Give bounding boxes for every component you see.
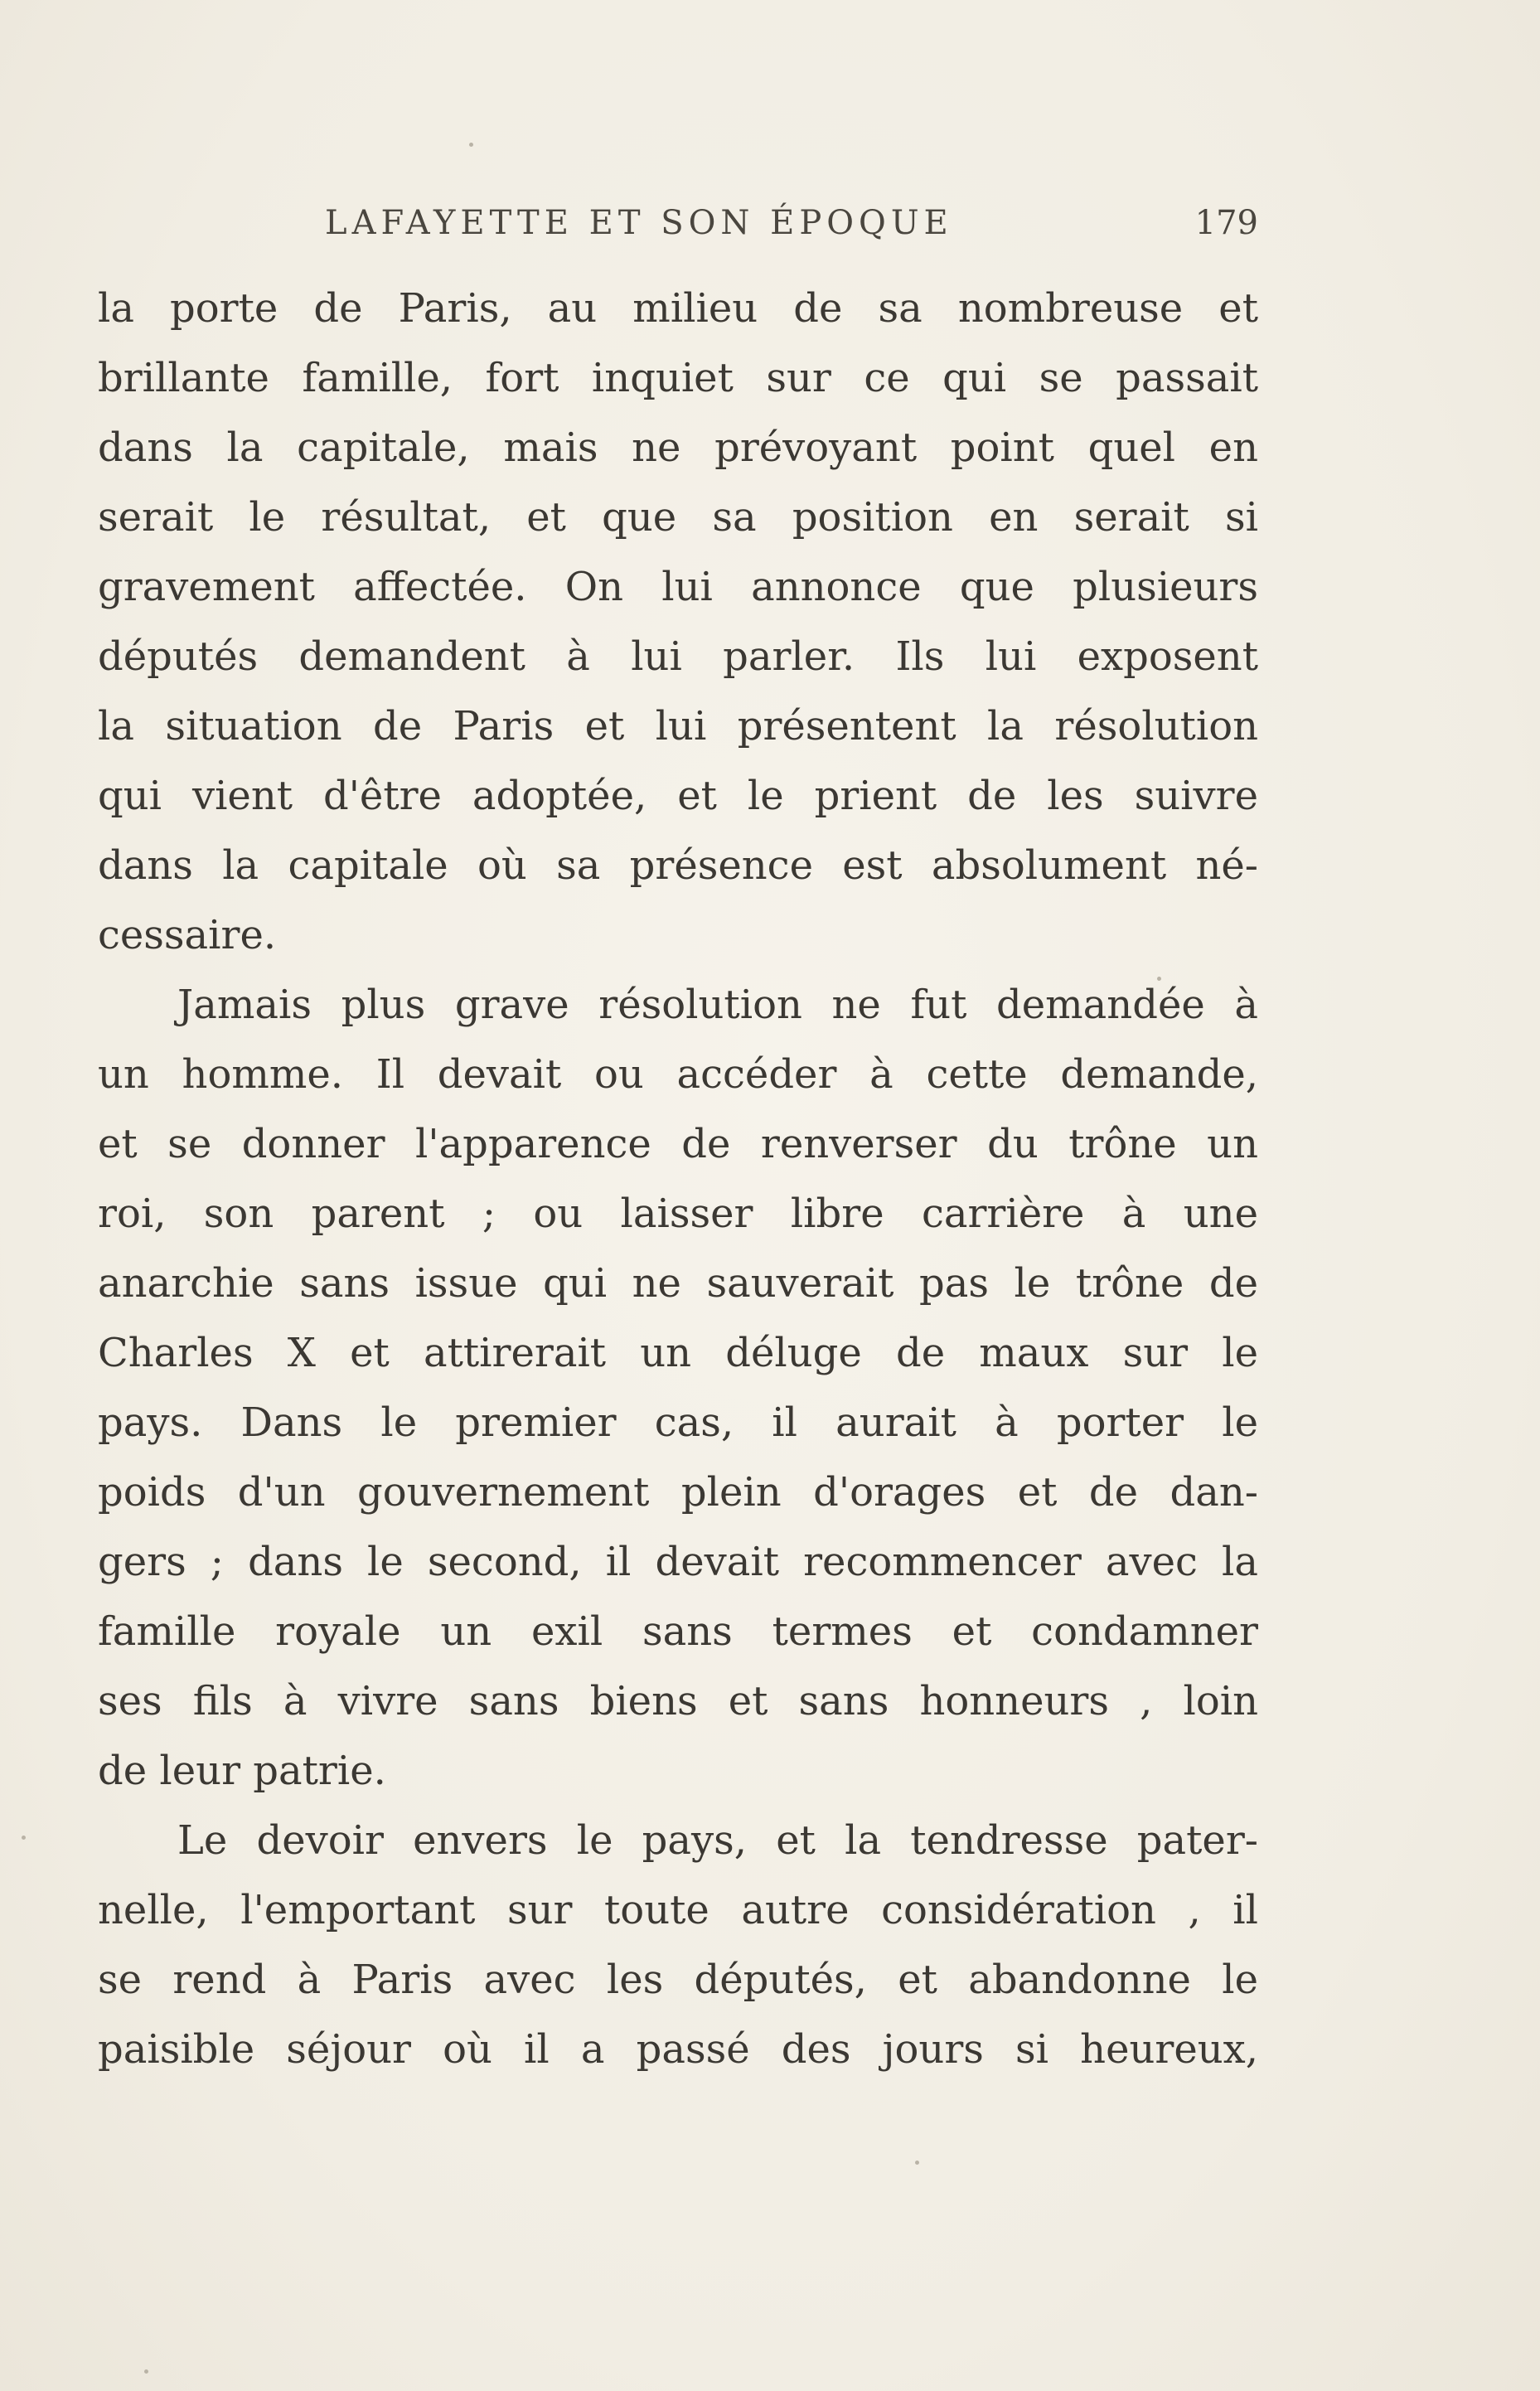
- text-line: brillante famille, fort inquiet sur ce qui se passait: [98, 355, 1258, 401]
- paper-speck: [915, 2161, 919, 2165]
- text-line: de leur patrie.: [98, 1748, 386, 1794]
- text-line: se rend à Paris avec les députés, et abandonne le: [98, 1957, 1258, 2003]
- running-title: LAFAYETTE ET SON ÉPOQUE: [325, 204, 953, 242]
- text-line: ses fils à vivre sans biens et sans honneurs , loin: [98, 1678, 1258, 1724]
- text-line: qui vient d'être adoptée, et le prient de les suivre: [98, 773, 1258, 819]
- body-text: [98, 274, 1258, 2084]
- text-line: un homme. Il devait ou accéder à cette demande,: [98, 1051, 1258, 1098]
- paragraph-start-line: Jamais plus grave résolution ne fut demandée à: [177, 982, 1258, 1028]
- text-line: députés demandent à lui parler. Ils lui exposent: [98, 633, 1258, 680]
- text-line: dans la capitale où sa présence est absolument né-: [98, 842, 1258, 889]
- text-line: pays. Dans le premier cas, il aurait à porter le: [98, 1399, 1258, 1446]
- text-line: paisible séjour où il a passé des jours si heureux,: [98, 2026, 1258, 2073]
- text-line: anarchie sans issue qui ne sauverait pas le trône de: [98, 1260, 1258, 1307]
- text-line: la porte de Paris, au milieu de sa nombreuse et: [98, 285, 1258, 332]
- paper-speck: [144, 2369, 148, 2374]
- paragraph-start-line: Le devoir envers le pays, et la tendresse pater-: [177, 1817, 1258, 1864]
- paper-speck: [469, 143, 473, 147]
- text-line: roi, son parent ; ou laisser libre carrière à une: [98, 1191, 1258, 1237]
- text-line: la situation de Paris et lui présentent la résolution: [98, 703, 1258, 749]
- text-line: gravement affectée. On lui annonce que plusieurs: [98, 564, 1258, 610]
- text-line: poids d'un gouvernement plein d'orages et de dan-: [98, 1469, 1258, 1516]
- page-header: [325, 204, 1258, 254]
- text-line: gers ; dans le second, il devait recommencer avec la: [98, 1539, 1258, 1585]
- paper-speck: [22, 1836, 26, 1840]
- page-number: 179: [1194, 204, 1258, 242]
- text-line: cessaire.: [98, 912, 277, 958]
- text-line: famille royale un exil sans termes et condamner: [98, 1608, 1258, 1655]
- text-line: nelle, l'emportant sur toute autre considération , il: [98, 1887, 1258, 1933]
- text-line: dans la capitale, mais ne prévoyant point quel en: [98, 424, 1258, 471]
- text-line: serait le résultat, et que sa position en serait si: [98, 494, 1258, 541]
- text-line: et se donner l'apparence de renverser du trône un: [98, 1121, 1258, 1167]
- text-line: Charles X et attirerait un déluge de maux sur le: [98, 1330, 1258, 1376]
